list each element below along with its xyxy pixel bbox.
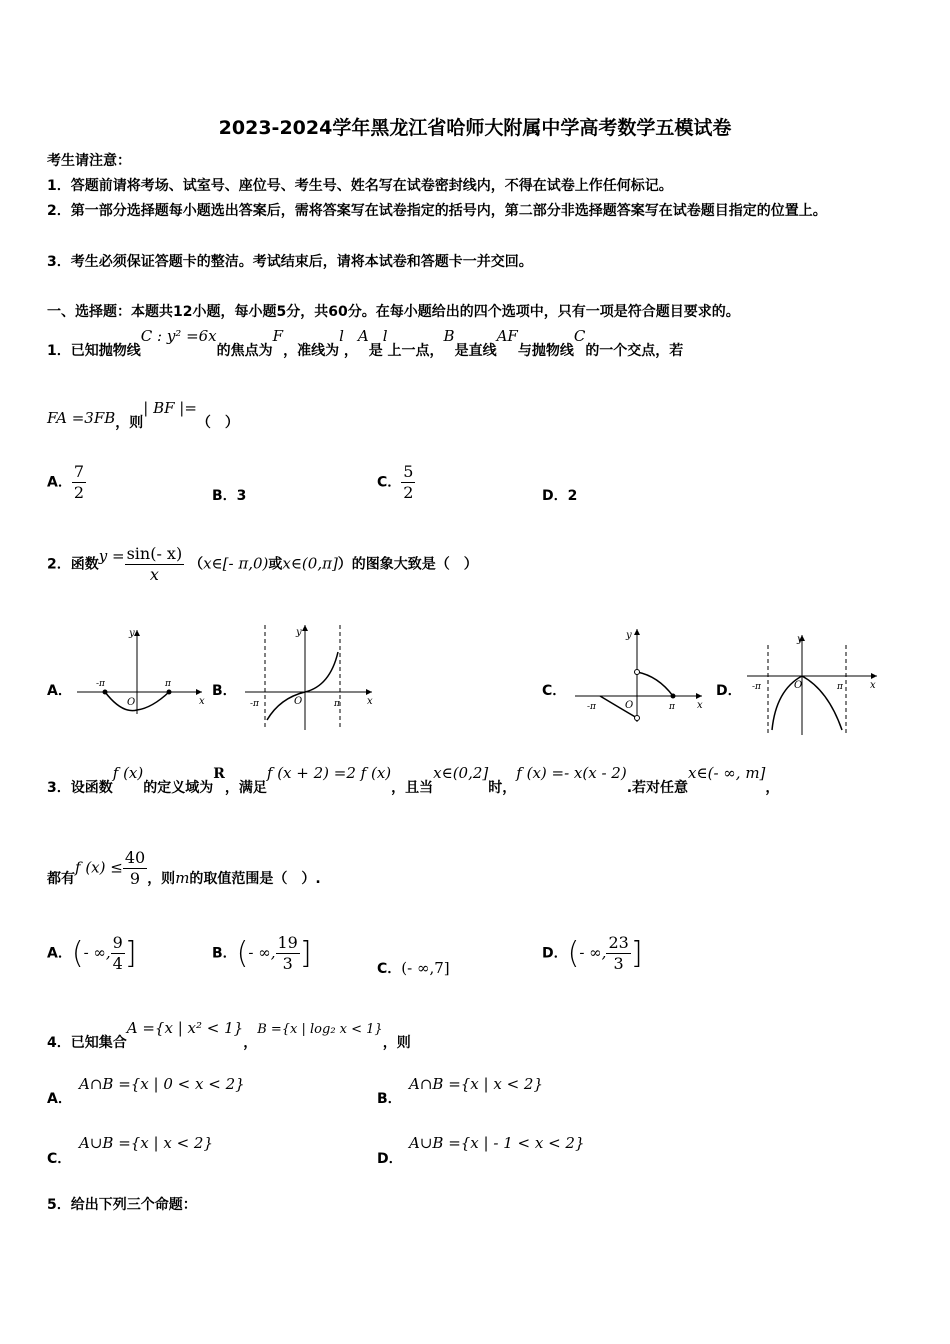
- notice-item-2: 2．第一部分选择题每小题选出答案后，需将答案写在试卷指定的括号内，第二部分非选择题答案写在试卷题目指定的位置上。: [47, 203, 827, 219]
- axis-y-label: y: [129, 628, 135, 639]
- origin-label: O: [294, 696, 303, 707]
- q3-option-c[interactable]: C．(- ∞,7]: [377, 959, 450, 977]
- question-1-line-2: FA =3FB，则| BF |=（ ）: [47, 399, 239, 431]
- page-title: 2023-2024学年黑龙江省哈师大附属中学高考数学五模试卷: [218, 117, 732, 139]
- origin-label: O: [794, 680, 803, 691]
- notice-item-3: 3．考生必须保证答题卡的整洁。考试结束后，请将本试卷和答题卡一并交回。: [47, 254, 533, 270]
- q2-graph-a: [72, 622, 212, 717]
- q2-option-a-label[interactable]: A．: [47, 683, 72, 699]
- question-5: 5．给出下列三个命题：: [47, 1197, 197, 1213]
- q2-option-c-label[interactable]: C．: [542, 683, 567, 699]
- axis-x-label: x: [199, 696, 205, 707]
- axis-x-label: x: [870, 680, 876, 691]
- axis-y-label: y: [626, 630, 632, 641]
- pi-label: π: [334, 699, 340, 709]
- q3-option-d[interactable]: D．(- ∞, $\frac{23}{3}$ ]: [542, 933, 643, 973]
- neg-pi-label: -π: [250, 699, 259, 709]
- q2-option-d-label[interactable]: D．: [716, 683, 742, 699]
- q2-option-b-label[interactable]: B．: [212, 683, 237, 699]
- neg-pi-label: -π: [96, 679, 105, 689]
- q1-option-d[interactable]: D．2: [542, 488, 578, 504]
- section-heading: 一、选择题：本题共12小题，每小题5分，共60分。在每小题给出的四个选项中，只有一项是符合题目要求的。: [47, 304, 740, 320]
- q1-option-c[interactable]: C． $\frac{5}{2}$: [377, 462, 414, 502]
- q2-graph-b: [240, 620, 380, 732]
- q2-graph-c: [570, 624, 710, 724]
- q3-option-b[interactable]: B．(- ∞, $\frac{19}{3}$ ]: [212, 933, 312, 973]
- q4-option-d-label[interactable]: D．: [377, 1151, 403, 1167]
- pi-label: π: [669, 702, 675, 712]
- question-4: 4．已知集合A ={x | x² < 1}，B ={x | log₂ x < 1}，则: [47, 1019, 411, 1051]
- q3-option-a[interactable]: A．(- ∞, $\frac{9}{4}$ ]: [47, 933, 137, 973]
- question-1-line-1: 1．已知抛物线C : y² =6x的焦点为F，准线为l，A是l上一点，B是直线AF与抛物线C的一个交点，若: [47, 327, 684, 359]
- q4-option-c-label[interactable]: C．: [47, 1151, 72, 1167]
- question-2: 2．函数y = $\frac{\sin(- x)}{x}$ （x∈[- π,0)或x∈(0,π]）的图象大致是（ ）: [47, 544, 478, 584]
- q2-graph-d: [742, 630, 882, 740]
- origin-label: O: [625, 700, 634, 711]
- q1-option-a[interactable]: A． $\frac{7}{2}$: [47, 462, 85, 502]
- q1-option-b[interactable]: B．3: [212, 488, 247, 504]
- origin-label: O: [127, 697, 136, 708]
- question-3-line-2: 都有f (x) ≤ $\frac{40}{9}$ ，则m的取值范围是（ ）.: [47, 848, 321, 888]
- q4-option-b[interactable]: A∩B ={x | x < 2}: [409, 1075, 544, 1093]
- q4-option-a-label[interactable]: A．: [47, 1091, 72, 1107]
- axis-x-label: x: [367, 696, 373, 707]
- axis-x-label: x: [697, 700, 703, 711]
- notice-item-1: 1．答题前请将考场、试室号、座位号、考生号、姓名写在试卷密封线内，不得在试卷上作任何标记。: [47, 178, 673, 194]
- q4-option-b-label[interactable]: B．: [377, 1091, 402, 1107]
- pi-label: π: [837, 682, 843, 692]
- q4-option-c[interactable]: A∪B ={x | x < 2}: [79, 1134, 214, 1152]
- notice-heading: 考生请注意：: [47, 153, 131, 169]
- neg-pi-label: -π: [752, 682, 761, 692]
- axis-y-label: y: [797, 634, 803, 645]
- pi-label: π: [165, 679, 171, 689]
- q4-option-d[interactable]: A∪B ={x | - 1 < x < 2}: [409, 1134, 585, 1152]
- neg-pi-label: -π: [587, 702, 596, 712]
- q4-option-a[interactable]: A∩B ={x | 0 < x < 2}: [79, 1075, 245, 1093]
- axis-y-label: y: [296, 627, 302, 638]
- question-3-line-1: 3．设函数f (x)的定义域为R，满足f (x + 2) =2 f (x)，且当x∈(0,2]时，f (x) =- x(x - 2).若对任意x∈(- ∞, m]，: [47, 764, 780, 796]
